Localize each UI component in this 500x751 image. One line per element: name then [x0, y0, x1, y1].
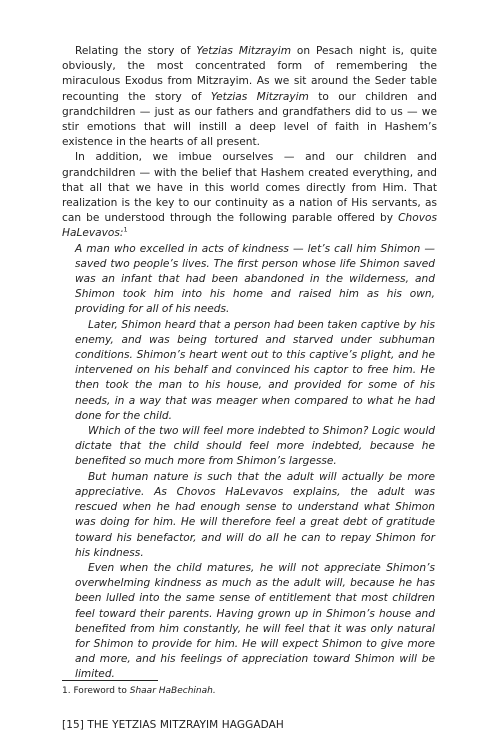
- text-run: to our children and grandchildren — just as our fathers and grandfathers did to us — we stir emotions that will instill a deep level of faith in Hashem’s existence in the hearts of all present.: [62, 90, 438, 149]
- text-run: on Pesach night is, quite obviously, the most concentrated form of remembering the miraculous Exodus from Mitzrayim. As we sit around the Seder table recounting the story of: [62, 45, 438, 103]
- footnote: [62, 685, 216, 697]
- parable-paragraph: A man who excelled in acts of kindness — let’s call him Shimon — saved two people’s lives. The first person whose life Shimon saved was an infant that had been abandoned in the wilderness, and Shimon took him into his home and raised him as his own, providing for all of his needs.: [75, 242, 435, 316]
- parable-paragraph: But human nature is such that the adult will actually be more appreciative. As Chovos HaLevavos explains, the adult was rescued when he had enough sense to understand what Shimon was doing for him. He will therefore feel a great debt of gratitude toward his benefactor, and will do all he can to repay Shimon for his kindness.: [75, 470, 435, 559]
- running-title: THE YETZIAS MITZRAYIM HAGGADAH: [87, 719, 284, 731]
- text-run: In addition, we imbue ourselves — and our children and grandchildren — with the belief that Hashem created everything, and that all that we have in this world comes directly from Him. That realization is the key to our continuity as a nation of His servants, as can be understood through the following parable offered by: [62, 151, 437, 225]
- italic-term: Yetzias Mitzrayim: [210, 90, 309, 103]
- footnote-reference[interactable]: 1: [123, 225, 128, 234]
- parable-paragraph: Which of the two will feel more indebted to Shimon? Logic would dictate that the child should feel more indebted, because he benefited so much more from Shimon’s largesse.: [75, 425, 435, 468]
- footnote-source-title: Shaar HaBechinah.: [129, 686, 216, 696]
- parable-block: [62, 242, 437, 683]
- page-footer: [62, 718, 284, 732]
- intro-paragraph-2: [62, 150, 437, 241]
- italic-term: Yetzias Mitzrayim: [196, 45, 292, 57]
- italic-source-title: Chovos HaLevavos:: [62, 212, 437, 240]
- parable-paragraph: Later, Shimon heard that a person had been taken captive by his enemy, and was being tortured and starved under subhuman conditions. Shimon’s heart went out to this captive’s plight, and he intervened on his behalf and convinced his captor to free him. He then took the man to his house, and provided for some of his needs, in a way that was meager when compared to what he had done for the child.: [75, 318, 435, 422]
- footnote-number: 1.: [62, 686, 71, 696]
- intro-paragraph-1: [62, 44, 437, 150]
- footnote-divider: [62, 680, 158, 681]
- text-run: Relating the story of: [75, 45, 197, 57]
- footnote-text: Foreword to: [70, 686, 130, 696]
- page-number: [15]: [62, 719, 84, 731]
- text-column: [62, 44, 437, 683]
- parable-paragraph: Even when the child matures, he will not appreciate Shimon’s overwhelming kindness as much as the adult will, because he has been lulled into the same sense of entitlement that most children feel toward their parents. Having grown up in Shimon’s house and benefited from him constantly, he will feel that it was only natural for Shimon to provide for him. He will expect Shimon to give more and more, and his feelings of appreciation toward Shimon will be limited.: [75, 561, 435, 681]
